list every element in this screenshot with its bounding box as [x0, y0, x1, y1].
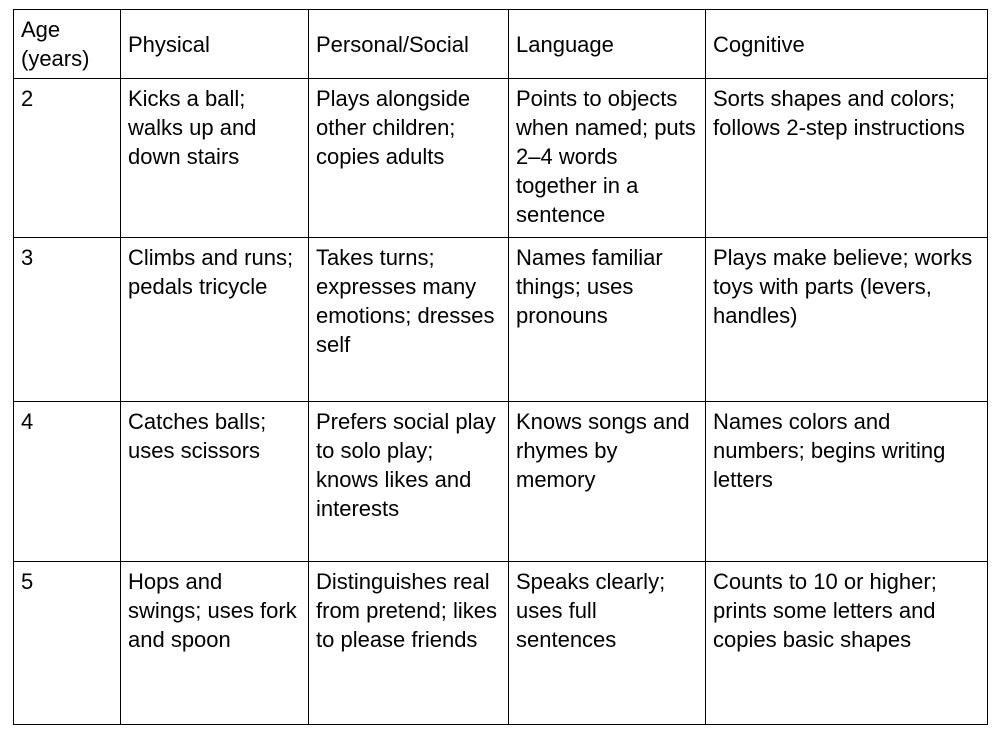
header-age: Age (years) [14, 10, 121, 79]
cell-age: 5 [14, 562, 121, 725]
header-physical: Physical [121, 10, 309, 79]
cell-personal-social: Takes turns; expresses many emotions; dresses self [309, 238, 509, 402]
table-row [14, 79, 988, 238]
header-cognitive: Cognitive [706, 10, 988, 79]
cell-physical: Hops and swings; uses fork and spoon [121, 562, 309, 725]
cell-age: 4 [14, 402, 121, 562]
cell-age: 2 [14, 79, 121, 238]
cell-language: Speaks clearly; uses full sentences [509, 562, 706, 725]
cell-personal-social: Distinguishes real from pretend; likes to please friends [309, 562, 509, 725]
cell-personal-social: Plays alongside other children; copies adults [309, 79, 509, 238]
cell-cognitive: Plays make believe; works toys with parts (levers, handles) [706, 238, 988, 402]
table-row [14, 238, 988, 402]
cell-age: 3 [14, 238, 121, 402]
header-language: Language [509, 10, 706, 79]
cell-personal-social: Prefers social play to solo play; knows likes and interests [309, 402, 509, 562]
table-row [14, 402, 988, 562]
table-row [14, 562, 988, 725]
cell-cognitive: Counts to 10 or higher; prints some letters and copies basic shapes [706, 562, 988, 725]
cell-physical: Climbs and runs; pedals tricycle [121, 238, 309, 402]
milestones-table [13, 9, 988, 725]
cell-language: Points to objects when named; puts 2–4 words together in a sentence [509, 79, 706, 238]
cell-cognitive: Sorts shapes and colors; follows 2-step instructions [706, 79, 988, 238]
cell-language: Names familiar things; uses pronouns [509, 238, 706, 402]
cell-physical: Catches balls; uses scissors [121, 402, 309, 562]
cell-physical: Kicks a ball; walks up and down stairs [121, 79, 309, 238]
cell-language: Knows songs and rhymes by memory [509, 402, 706, 562]
cell-cognitive: Names colors and numbers; begins writing letters [706, 402, 988, 562]
header-row [14, 10, 988, 79]
header-personal-social: Personal/Social [309, 10, 509, 79]
